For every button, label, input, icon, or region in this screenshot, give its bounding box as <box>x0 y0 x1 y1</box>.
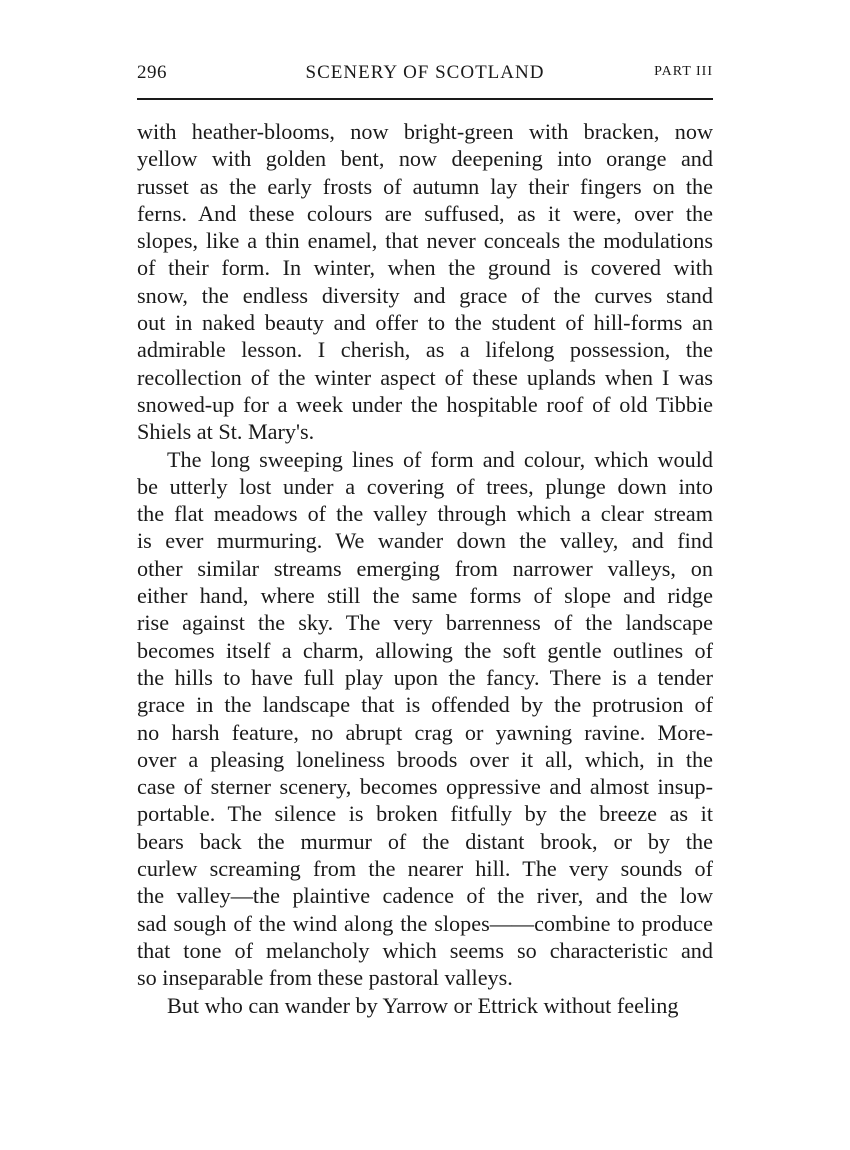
text-line: of their form. In winter, when the ground is covered with <box>137 255 713 281</box>
paragraph <box>137 118 713 446</box>
text-line: Shiels at St. Mary's. <box>137 419 315 445</box>
text-line: snowed-up for a week under the hospitable roof of old Tibbie <box>137 391 713 417</box>
text-line: But who can wander by Yarrow or Ettrick without feeling <box>167 992 679 1018</box>
text-line: the valley—the plaintive cadence of the river, and the low <box>137 883 713 909</box>
running-head <box>137 62 713 92</box>
book-page <box>137 62 713 1019</box>
text-line: is ever murmuring. We wander down the valley, and find <box>137 528 713 554</box>
text-line: no harsh feature, no abrupt crag or yawning ravine. More- <box>137 719 713 745</box>
text-line: the flat meadows of the valley through which a clear stream <box>137 501 713 527</box>
text-line: sad sough of the wind along the slopes——combine to produce <box>137 910 713 936</box>
text-line: so inseparable from these pastoral valleys. <box>137 965 513 991</box>
header-rule <box>137 98 713 100</box>
text-line: snow, the endless diversity and grace of the curves stand <box>137 282 713 308</box>
paragraph <box>137 992 713 1019</box>
text-line: bears back the murmur of the distant brook, or by the <box>137 828 713 854</box>
running-title: SCENERY OF SCOTLAND <box>305 62 545 83</box>
text-line: over a pleasing loneliness broods over it all, which, in the <box>137 746 713 772</box>
text-line: rise against the sky. The very barrenness of the landscape <box>137 610 713 636</box>
text-line: ferns. And these colours are suffused, as it were, over the <box>137 200 713 226</box>
text-line: russet as the early frosts of autumn lay their fingers on the <box>137 173 713 199</box>
text-line: with heather-blooms, now bright-green with bracken, now <box>137 119 713 144</box>
text-line: grace in the landscape that is offended by the protrusion of <box>137 692 713 718</box>
text-line: admirable lesson. I cherish, as a lifelong possession, the <box>137 337 713 363</box>
text-line: either hand, where still the same forms of slope and ridge <box>137 583 713 609</box>
text-line: that tone of melancholy which seems so characteristic and <box>137 937 713 963</box>
text-line: portable. The silence is broken fitfully by the breeze as it <box>137 801 713 827</box>
text-line: recollection of the winter aspect of these uplands when I was <box>137 364 713 390</box>
page-number: 296 <box>137 62 167 83</box>
text-line: yellow with golden bent, now deepening into orange and <box>137 146 713 172</box>
body-text <box>137 118 713 1019</box>
text-line: other similar streams emerging from narrower valleys, on <box>137 555 713 581</box>
text-line: slopes, like a thin enamel, that never conceals the modulations <box>137 228 713 254</box>
text-line: case of sterner scenery, becomes oppressive and almost insup- <box>137 774 713 800</box>
text-line: out in naked beauty and offer to the student of hill-forms an <box>137 310 713 336</box>
text-line: the hills to have full play upon the fancy. There is a tender <box>137 664 713 690</box>
text-line: curlew screaming from the nearer hill. The very sounds of <box>137 856 713 882</box>
text-line: becomes itself a charm, allowing the soft gentle outlines of <box>137 637 713 663</box>
text-line: The long sweeping lines of form and colour, which would <box>167 446 713 472</box>
text-line: be utterly lost under a covering of trees, plunge down into <box>137 473 713 499</box>
paragraph <box>137 446 713 992</box>
part-label: PART III <box>654 64 713 79</box>
